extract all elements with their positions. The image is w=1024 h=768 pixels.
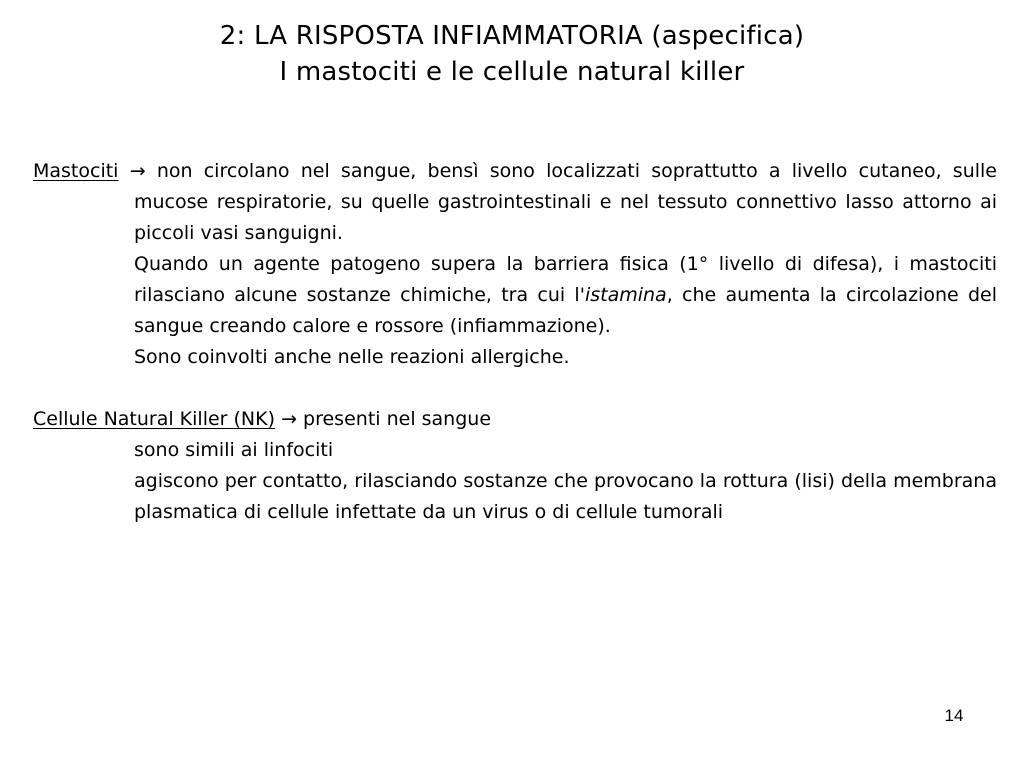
slide-title [0,18,1024,90]
mastociti-paragraph [33,156,997,249]
istamina-text-before: Quando un agente patogeno supera la barriera fisica (1° livello di difesa), i mastociti rilasciano alcune sostanze chimiche, tra cui l' [134,253,997,306]
nk-paragraph [33,404,997,435]
nk-term: Cellule Natural Killer (NK) [33,408,276,430]
section-spacer [33,373,997,404]
mastociti-allergie-paragraph: Sono coinvolti anche nelle reazioni allergiche. [134,346,570,368]
mastociti-istamina-paragraph [33,249,997,342]
page-number: 14 [944,706,964,725]
nk-contatto-paragraph: agiscono per contatto, rilasciando sostanze che provocano la rottura (lisi) della membrana plasmatica di cellule infettate da un virus o di cellule tumorali [134,470,997,523]
arrow-right-icon: → [129,160,146,182]
mastociti-description: non circolano nel sangue, bensì sono localizzati soprattutto a livello cutaneo, sulle mucose respiratorie, su quelle gastrointestinali e nel tessuto connettivo lasso attorno ai piccoli vasi sanguigni. [134,160,997,244]
mastociti-term: Mastociti [33,160,119,182]
istamina-term: istamina [584,284,667,306]
nk-description: presenti nel sangue [297,408,492,430]
title-line-1: 2: LA RISPOSTA INFIAMMATORIA (aspecifica) [219,21,805,51]
nk-linfociti-paragraph: sono simili ai linfociti [134,439,334,461]
istamina-text-after: , che aumenta la circolazione del sangue creando calore e rossore (infiammazione). [134,284,997,337]
slide-content [33,156,997,528]
arrow-right-icon: → [281,408,297,430]
title-line-2: I mastociti e le cellule natural killer [279,57,745,87]
